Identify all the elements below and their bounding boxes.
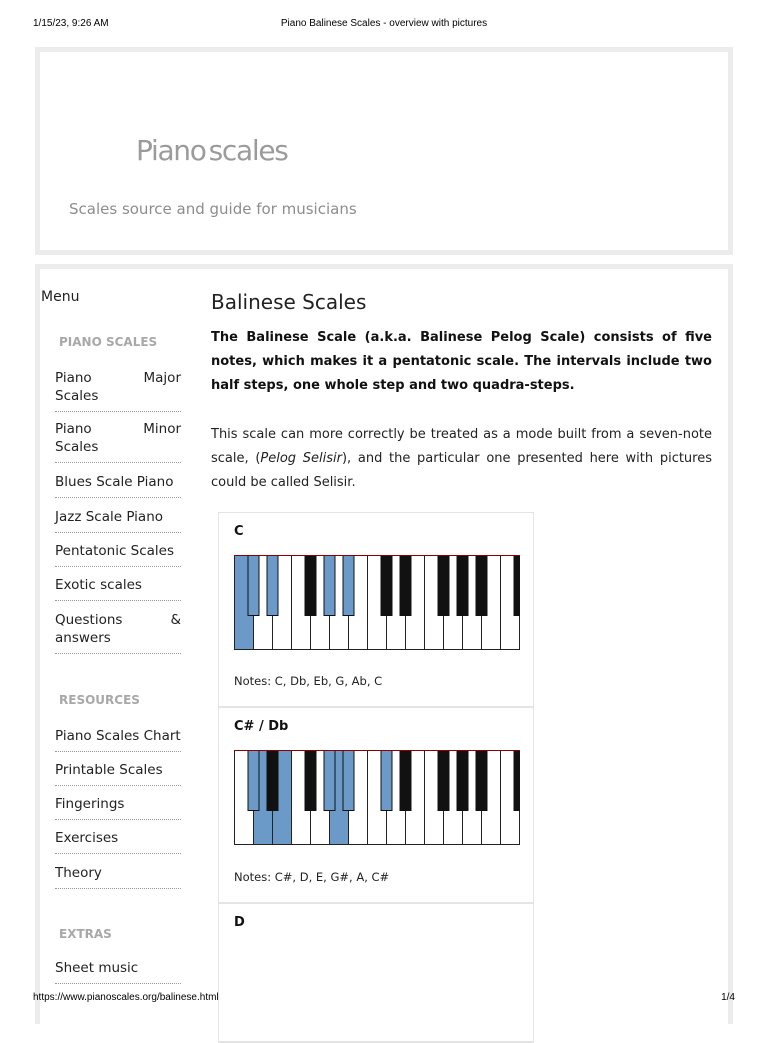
black-key — [267, 556, 278, 616]
black-key — [476, 751, 487, 811]
page-title: Balinese Scales — [211, 290, 367, 314]
main-container — [35, 264, 733, 1024]
scale-name: C# / Db — [234, 719, 289, 734]
print-footer — [33, 992, 735, 1006]
site-header — [35, 47, 733, 255]
sidebar-section-title: PIANO SCALES — [59, 335, 158, 349]
sidebar-item[interactable]: Sheet music — [55, 959, 181, 984]
sidebar-item[interactable]: Fingerings — [55, 795, 181, 820]
scale-card — [218, 903, 534, 1043]
description-italic: Pelog Selisir — [260, 451, 342, 466]
site-logo[interactable] — [136, 134, 288, 167]
sidebar-item-word: Piano — [55, 421, 92, 437]
sidebar-section-title: EXTRAS — [59, 927, 112, 941]
sidebar-item-first-line — [55, 369, 181, 387]
black-key — [343, 556, 354, 616]
print-datetime: 1/15/23, 9:26 AM — [33, 18, 109, 29]
sidebar-item-word: Minor — [143, 421, 181, 437]
black-key — [514, 556, 520, 616]
black-key — [324, 556, 335, 616]
sidebar-item-word: Piano — [55, 370, 92, 386]
black-key — [381, 556, 392, 616]
sidebar-item[interactable] — [55, 369, 181, 412]
black-key — [267, 751, 278, 811]
sidebar-item[interactable] — [55, 420, 181, 463]
black-key — [248, 751, 259, 811]
scale-name: C — [234, 524, 244, 539]
black-key — [305, 556, 316, 616]
print-url: https://www.pianoscales.org/balinese.html — [33, 992, 219, 1003]
scale-card — [218, 512, 534, 708]
sidebar-item-word: Major — [143, 370, 181, 386]
sidebar-item[interactable]: Pentatonic Scales — [55, 542, 181, 567]
black-key — [400, 751, 411, 811]
logo-part-piano: Piano — [136, 134, 206, 167]
sidebar-item-word: Questions — [55, 612, 123, 628]
description-text-2: ), and the particular one presented here with pictures could be called Selisir. — [211, 451, 713, 490]
sidebar-item[interactable]: Jazz Scale Piano — [55, 508, 181, 533]
black-key — [438, 751, 449, 811]
logo-part-scales: scales — [208, 134, 288, 167]
black-key — [381, 751, 392, 811]
sidebar-item[interactable]: Printable Scales — [55, 761, 181, 786]
sidebar-item-word: & — [170, 612, 181, 628]
black-key — [400, 556, 411, 616]
sidebar-item[interactable]: Theory — [55, 864, 181, 889]
black-key — [324, 751, 335, 811]
sidebar-item[interactable] — [55, 611, 181, 654]
black-key — [343, 751, 354, 811]
print-page-number: 1/4 — [721, 992, 735, 1003]
description-paragraph — [211, 423, 712, 495]
black-key — [457, 751, 468, 811]
description-text-1: This scale can more correctly be treated as a mode built from a seven-note scale, ( — [211, 427, 712, 466]
sidebar-item[interactable]: Piano Scales Chart — [55, 727, 181, 752]
black-key — [476, 556, 487, 616]
black-key — [514, 751, 520, 811]
piano-keyboard — [234, 555, 520, 650]
menu-label[interactable]: Menu — [41, 289, 80, 305]
sidebar-item-second-line: Scales — [55, 439, 99, 455]
sidebar-section-title: RESOURCES — [59, 693, 140, 707]
black-key — [305, 751, 316, 811]
intro-paragraph: The Balinese Scale (a.k.a. Balinese Pelog Scale) consists of five notes, which makes it a pentatonic scale. The intervals include two half steps, one whole step and two quadra-steps. — [211, 330, 712, 393]
piano-keyboard — [234, 750, 520, 845]
print-header — [33, 18, 735, 32]
sidebar-item[interactable]: Exotic scales — [55, 576, 181, 601]
scale-notes: Notes: C#, D, E, G#, A, C# — [234, 870, 390, 884]
sidebar-item[interactable]: Exercises — [55, 829, 181, 854]
scale-notes: Notes: C, Db, Eb, G, Ab, C — [234, 674, 383, 688]
sidebar-item-second-line: Scales — [55, 388, 99, 404]
black-key — [248, 556, 259, 616]
sidebar-item[interactable]: Blues Scale Piano — [55, 473, 181, 498]
sidebar-item-first-line — [55, 420, 181, 438]
black-key — [457, 556, 468, 616]
site-tagline: Scales source and guide for musicians — [69, 200, 357, 218]
scale-name: D — [234, 915, 245, 930]
sidebar-item-first-line — [55, 611, 181, 629]
print-page-title: Piano Balinese Scales - overview with pictures — [280, 18, 488, 29]
scale-card — [218, 707, 534, 904]
black-key — [438, 556, 449, 616]
sidebar-item-second-line: answers — [55, 630, 111, 646]
